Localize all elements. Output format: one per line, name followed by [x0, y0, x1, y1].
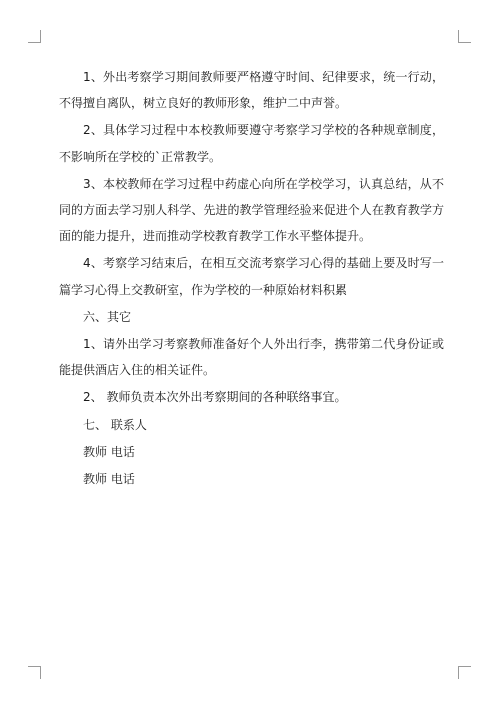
crop-mark-top-right: [458, 30, 471, 43]
document-body: [59, 64, 444, 493]
section-heading-contact: 七、 联系人: [83, 417, 147, 432]
paragraph-rule-2: 2、具体学习过程中本校教师要遵守考察学习学校的各种规章制度，不影响所在学校的`正常教学。: [59, 123, 444, 164]
crop-mark-bottom-right: [458, 666, 471, 679]
paragraph-rule-1: 1、外出考察学习期间教师要严格遵守时间、纪律要求，统一行动，不得擅自离队，树立良好的教师形象，维护二中声誉。: [59, 70, 444, 111]
section-heading-other: 六、其它: [83, 309, 132, 324]
contact-line-2: 教师 电话: [83, 472, 135, 487]
crop-mark-top-left: [28, 30, 41, 43]
paragraph-other-2: 2、 教师负责本次外出考察期间的各种联络事宜。: [83, 390, 347, 405]
crop-mark-bottom-left: [28, 666, 41, 679]
contact-line-1: 教师 电话: [83, 444, 135, 459]
paragraph-other-1: 1、请外出学习考察教师准备好个人外出行李，携带第二代身份证或能提供酒店入住的相关证件。: [59, 337, 444, 378]
paragraph-rule-4: 4、考察学习结束后，在相互交流考察学习心得的基础上要及时写一篇学习心得上交教研室，作为学校的一种原始材料积累: [59, 256, 444, 297]
paragraph-rule-3: 3、本校教师在学习过程中药虚心向所在学校学习，认真总结，从不同的方面去学习别人科学、先进的教学管理经验来促进个人在教育教学方面的能力提升，进而推动学校教育教学工作水平整体提升。: [59, 176, 444, 244]
